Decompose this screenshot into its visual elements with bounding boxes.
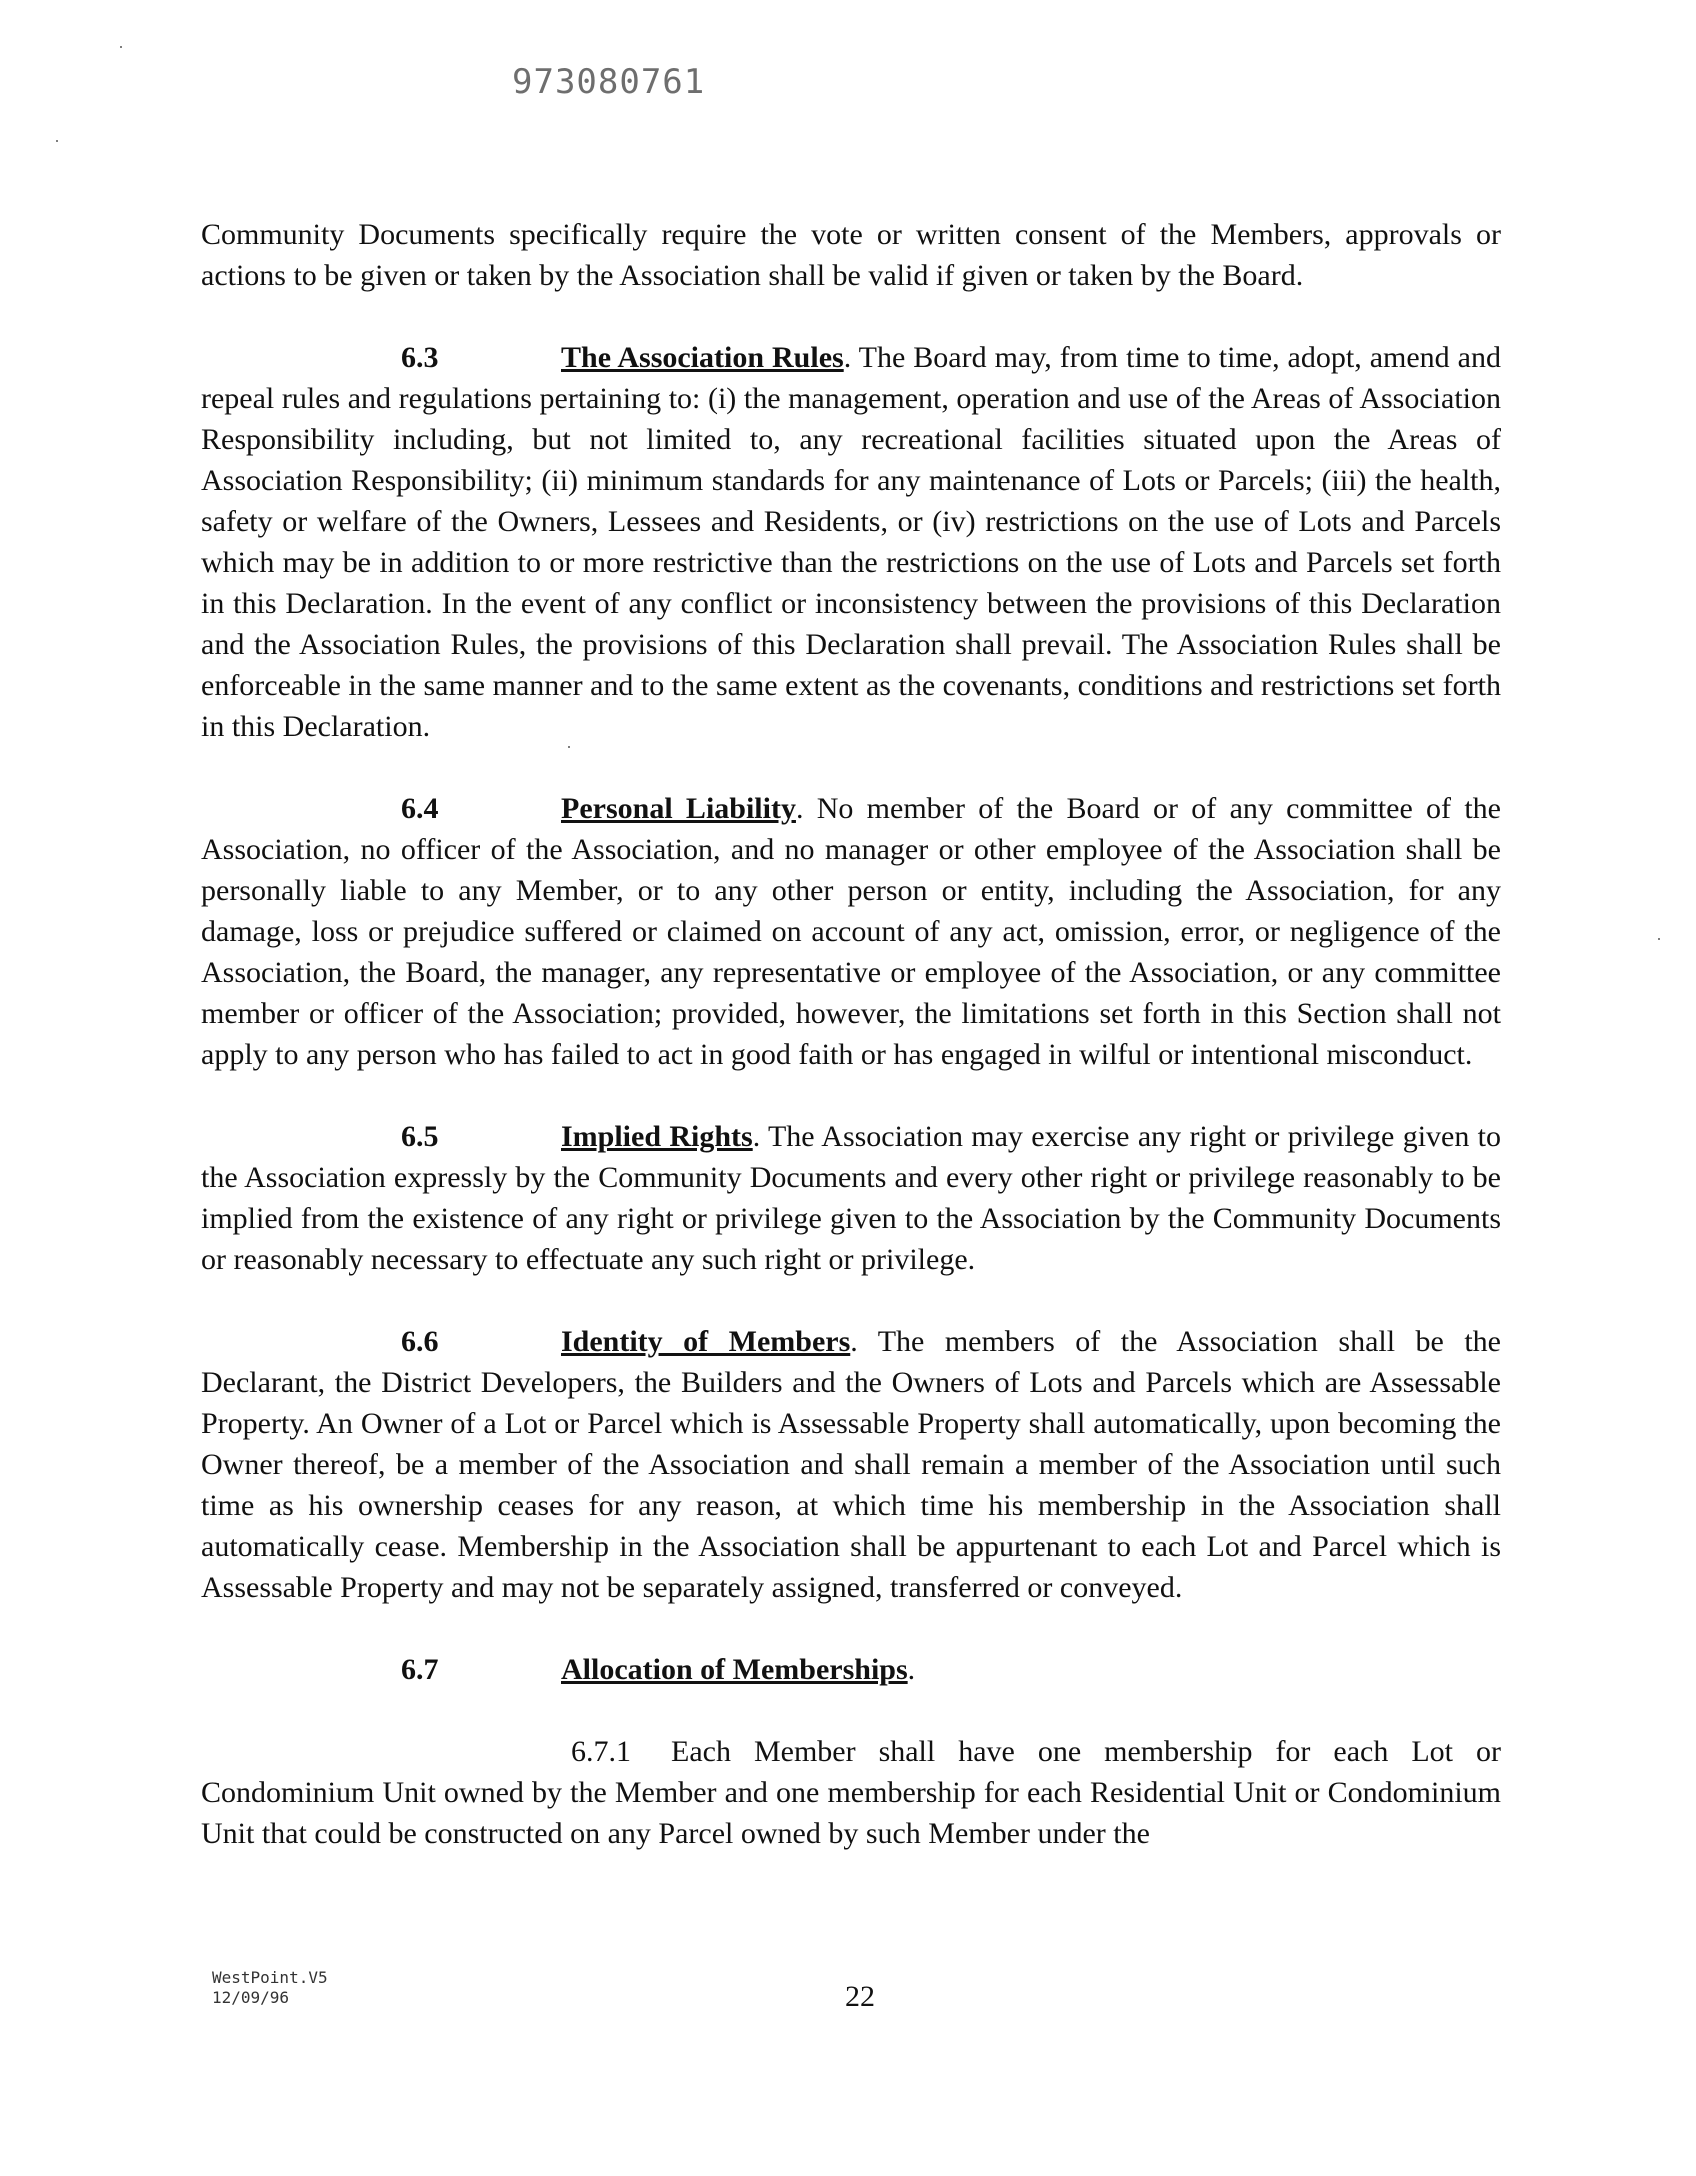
scan-speck [56,140,58,142]
section-6-3: 6.3 The Association Rules. The Board may, from time to time, adopt, amend and repeal rules and regulations pertaining to: (i) the management, operation and use of the Areas of Association Responsibility including, but not limited to, any recreational facilities situated upon the Areas of Association Responsibility; (ii) minimum standards for any maintenance of Lots or Parcels; (iii) the health, safety or welfare of the Owners, Lessees and Residents, or (iv) restrictions on the use of Lots and Parcels which may be in addition to or more restrictive than the restrictions on the use of Lots and Parcels set forth in this Declaration. In the event of any conflict or inconsistency between the provisions of this Declaration and the Association Rules, the provisions of this Declaration shall prevail. The Association Rules shall be enforceable in the same manner and to the same extent as the covenants, conditions and restrictions set forth in this Declaration. [201,337,1501,747]
section-title: Identity of Members [561,1325,851,1358]
section-number: 6.5 [401,1120,439,1153]
section-6-5: 6.5 Implied Rights. The Association may exercise any right or privilege given to the Association expressly by the Community Documents and every other right or privilege reasonably to be implied from the existence of any right or privilege given to the Association by the Community Documents or reasonably necessary to effectuate any such right or privilege. [201,1116,1501,1280]
page-number: 22 [845,1980,875,2013]
section-title: Allocation of Memberships [561,1653,908,1686]
section-6-6: 6.6 Identity of Members. The members of the Association shall be the Declarant, the District Developers, the Builders and the Owners of Lots and Parcels which are Assessable Property. An Owner of a Lot or Parcel which is Assessable Property shall automatically, upon becoming the Owner thereof, be a member of the Association and shall remain a member of the Association until such time as his ownership ceases for any reason, at which time his membership in the Association shall automatically cease. Membership in the Association shall be appurtenant to each Lot and Parcel which is Assessable Property and may not be separately assigned, transferred or conveyed. [201,1321,1501,1608]
section-text: The members of the Association shall be the Declarant, the District Developers, the Builders and the Owners of Lots and Parcels which are Assessable Property. An Owner of a Lot or Parcel which is Assessable Property shall automatically, upon becoming the Owner thereof, be a member of the Association and shall remain a member of the Association until such time as his ownership ceases for any reason, at which time his membership in the Association shall automatically cease. Membership in the Association shall be appurtenant to each Lot and Parcel which is Assessable Property and may not be separately assigned, transferred or conveyed. [201,1325,1501,1604]
paragraph-continuation [201,214,1501,296]
section-number: 6.3 [401,341,439,374]
paragraph-text: Community Documents specifically require the vote or written consent of the Members, approvals or actions to be given or taken by the Association shall be valid if given or taken by the Board. [201,218,1501,292]
section-6-7: 6.7 Allocation of Memberships. [201,1649,1501,1690]
section-title: Implied Rights [561,1120,753,1153]
section-number: 6.4 [401,792,439,825]
footer-document-id [212,1968,328,2008]
subsection-number: 6.7.1 [571,1735,631,1768]
footer-file-name: WestPoint.V5 [212,1968,328,1987]
section-6-4: 6.4 Personal Liability. No member of the Board or of any committee of the Association, no officer of the Association, and no manager or other employee of the Association shall be personally liable to any Member, or to any other person or entity, including the Association, for any damage, loss or prejudice suffered or claimed on account of any act, omission, error, or negligence of the Association, the Board, the manager, any representative or employee of the Association, or any committee member or officer of the Association; provided, however, the limitations set forth in this Section shall not apply to any person who has failed to act in good faith or has engaged in wilful or intentional misconduct. [201,788,1501,1075]
subsection-text: Each Member shall have one membership for each Lot or Condominium Unit owned by the Member and one membership for each Residential Unit or Condominium Unit that could be constructed on any Parcel owned by such Member under the [201,1735,1501,1850]
body-text [201,214,1501,1854]
section-title: Personal Liability [561,792,796,825]
section-number: 6.6 [401,1325,439,1358]
footer-date: 12/09/96 [212,1988,290,2007]
scan-speck [1658,938,1660,940]
section-number: 6.7 [401,1653,439,1686]
section-text: The Board may, from time to time, adopt, amend and repeal rules and regulations pertaining to: (i) the management, operation and use of the Areas of Association Responsibility including, but not limited to, any recreational facilities situated upon the Areas of Association Responsibility; (ii) minimum standards for any maintenance of Lots or Parcels; (iii) the health, safety or welfare of the Owners, Lessees and Residents, or (iv) restrictions on the use of Lots and Parcels which may be in addition to or more restrictive than the restrictions on the use of Lots and Parcels set forth in this Declaration. In the event of any conflict or inconsistency between the provisions of this Declaration and the Association Rules, the provisions of this Declaration shall prevail. The Association Rules shall be enforceable in the same manner and to the same extent as the covenants, conditions and restrictions set forth in this Declaration. [201,341,1501,743]
section-text: No member of the Board or of any committee of the Association, no officer of the Association, and no manager or other employee of the Association shall be personally liable to any Member, or to any other person or entity, including the Association, for any damage, loss or prejudice suffered or claimed on account of any act, omission, error, or negligence of the Association, the Board, the manager, any representative or employee of the Association, or any committee member or officer of the Association; provided, however, the limitations set forth in this Section shall not apply to any person who has failed to act in good faith or has engaged in wilful or intentional misconduct. [201,792,1501,1071]
section-title: The Association Rules [561,341,844,374]
section-text: The Association may exercise any right or privilege given to the Association expressly by the Community Documents and every other right or privilege reasonably to be implied from the existence of any right or privilege given to the Association by the Community Documents or reasonably necessary to effectuate any such right or privilege. [201,1120,1501,1276]
section-6-7-1 [201,1731,1501,1854]
scan-speck [120,46,122,48]
document-number: 973080761 [512,62,706,102]
